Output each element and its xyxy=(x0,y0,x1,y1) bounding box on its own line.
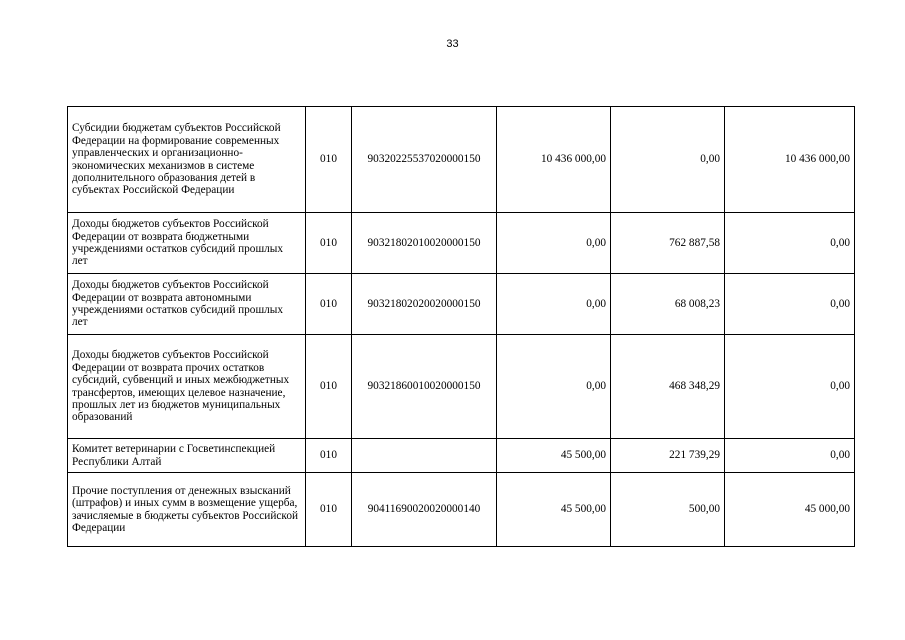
budget-income-table xyxy=(67,106,855,547)
row-value1-cell: 0,00 xyxy=(497,274,611,335)
row-value3-cell: 0,00 xyxy=(725,335,855,439)
row-value3-cell: 0,00 xyxy=(725,439,855,473)
row-value3-cell: 45 000,00 xyxy=(725,473,855,547)
row-value1-cell: 0,00 xyxy=(497,335,611,439)
row-kbk-cell xyxy=(352,439,497,473)
row-name-cell: Субсидии бюджетам субъектов Российской Федерации на формирование современных управленческих и организационно-экономических механизмов в системе дополнительного образования детей в субъектах Российской Федерации xyxy=(68,107,306,213)
table-row xyxy=(68,335,855,439)
table-row xyxy=(68,439,855,473)
row-kbk-cell: 90321860010020000150 xyxy=(352,335,497,439)
row-value1-cell: 45 500,00 xyxy=(497,439,611,473)
row-value3-cell: 0,00 xyxy=(725,274,855,335)
row-value3-cell: 10 436 000,00 xyxy=(725,107,855,213)
row-kbk-cell: 90320225537020000150 xyxy=(352,107,497,213)
row-value2-cell: 221 739,29 xyxy=(611,439,725,473)
row-code-cell: 010 xyxy=(306,213,352,274)
table-row xyxy=(68,107,855,213)
row-value1-cell: 10 436 000,00 xyxy=(497,107,611,213)
row-code-cell: 010 xyxy=(306,274,352,335)
row-name-cell: Комитет ветеринарии с Госветинспекцией Республики Алтай xyxy=(68,439,306,473)
row-name-cell: Доходы бюджетов субъектов Российской Федерации от возврата прочих остатков субсидий, субвенций и иных межбюджетных трансфертов, имеющих целевое назначение, прошлых лет из бюджетов муниципальных образований xyxy=(68,335,306,439)
page-number: 33 xyxy=(446,38,459,50)
row-value1-cell: 45 500,00 xyxy=(497,473,611,547)
table-row xyxy=(68,213,855,274)
row-value3-cell: 0,00 xyxy=(725,213,855,274)
row-value2-cell: 500,00 xyxy=(611,473,725,547)
row-name-cell: Доходы бюджетов субъектов Российской Федерации от возврата автономными учреждениями остатков субсидий прошлых лет xyxy=(68,274,306,335)
table-row xyxy=(68,274,855,335)
row-value2-cell: 762 887,58 xyxy=(611,213,725,274)
row-name-cell: Прочие поступления от денежных взысканий (штрафов) и иных сумм в возмещение ущерба, зачисляемые в бюджеты субъектов Российской Федерации xyxy=(68,473,306,547)
row-code-cell: 010 xyxy=(306,335,352,439)
row-name-cell: Доходы бюджетов субъектов Российской Федерации от возврата бюджетными учреждениями остатков субсидий прошлых лет xyxy=(68,213,306,274)
row-kbk-cell: 90321802010020000150 xyxy=(352,213,497,274)
row-code-cell: 010 xyxy=(306,107,352,213)
row-value2-cell: 468 348,29 xyxy=(611,335,725,439)
row-value2-cell: 0,00 xyxy=(611,107,725,213)
table-row xyxy=(68,473,855,547)
row-value1-cell: 0,00 xyxy=(497,213,611,274)
row-code-cell: 010 xyxy=(306,473,352,547)
row-code-cell: 010 xyxy=(306,439,352,473)
row-kbk-cell: 90321802020020000150 xyxy=(352,274,497,335)
row-kbk-cell: 90411690020020000140 xyxy=(352,473,497,547)
row-value2-cell: 68 008,23 xyxy=(611,274,725,335)
